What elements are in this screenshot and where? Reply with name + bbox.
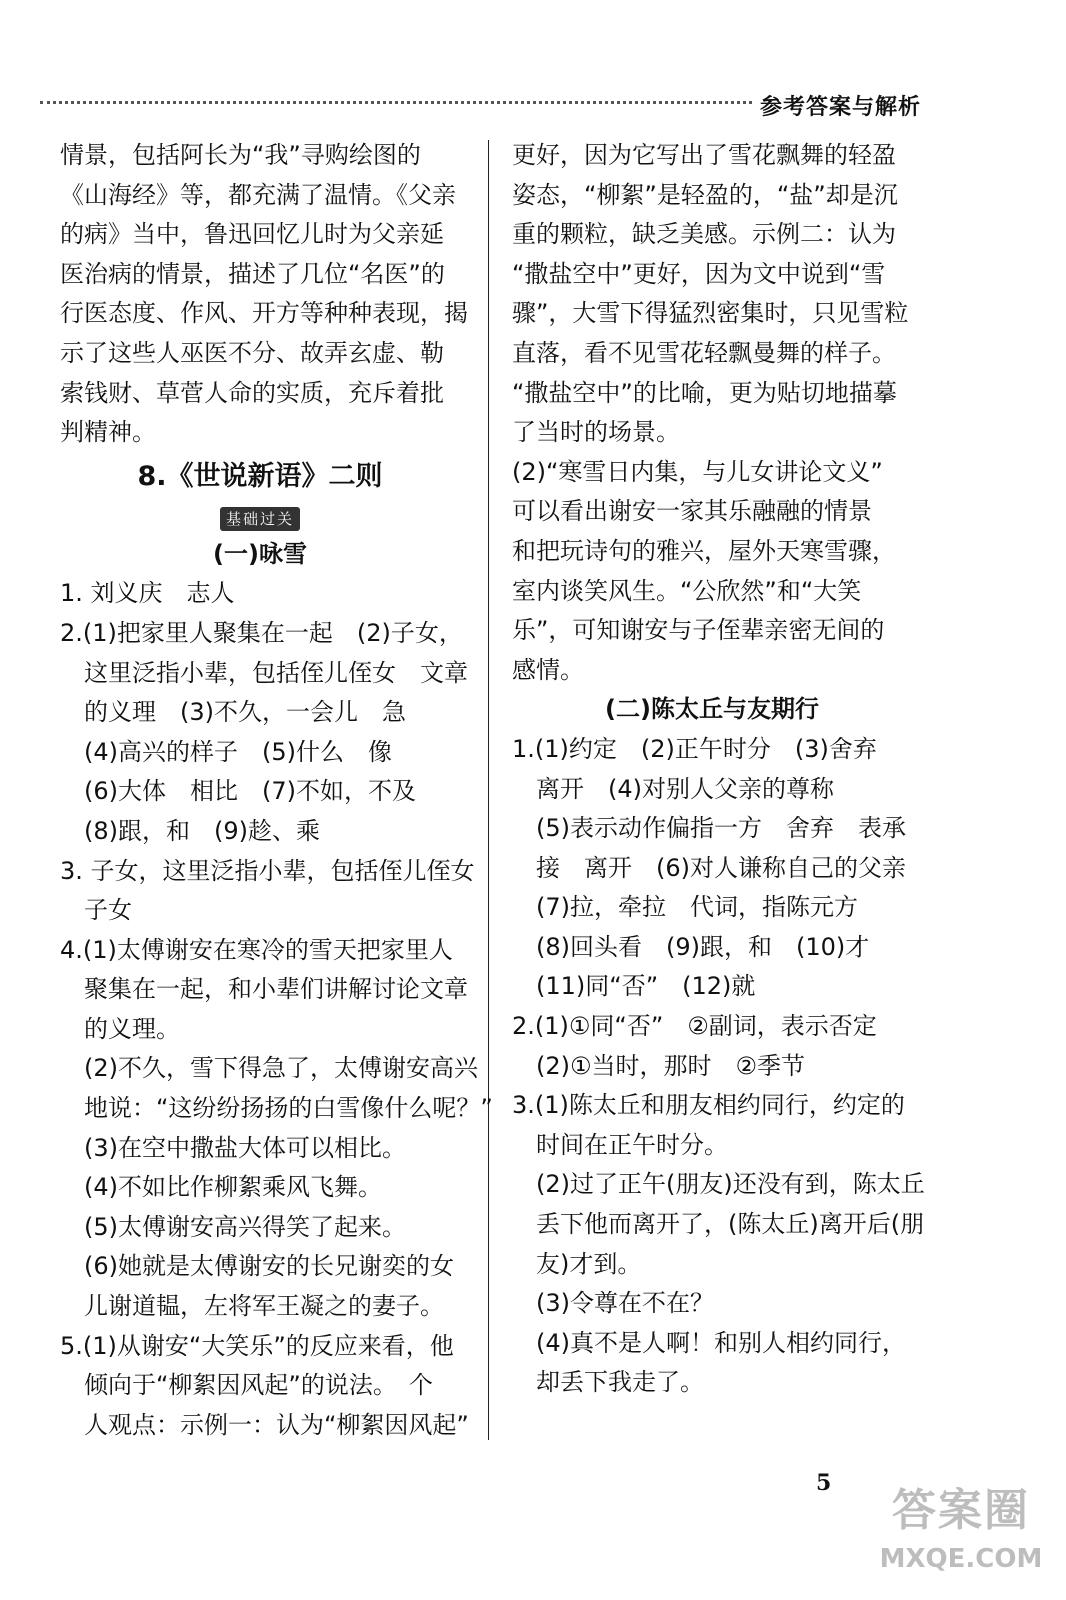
text-line: 医治病的情景，描述了几位“名医”的: [60, 259, 445, 288]
answer-line: 丢下他而离开了，(陈太丘)离开后(朋: [512, 1210, 925, 1239]
answers-block-yongxue: [60, 574, 493, 1445]
answer-line: 的义理。: [60, 1014, 180, 1043]
answer-line: (2)过了正午(朋友)还没有到，陈太丘: [512, 1170, 925, 1199]
text-line: 情景，包括阿长为“我”寻购绘图的: [60, 141, 421, 169]
text-line: 的病》当中，鲁迅回忆儿时为父亲延: [60, 220, 444, 249]
answer-line: (6)她就是太傅谢安的长兄谢奕的女: [60, 1252, 454, 1281]
subsection-title-chentaiqiu: (二)陈太丘与友期行: [605, 695, 819, 724]
answer-line: 骤”，大雪下得猛烈密集时，只见雪粒: [512, 299, 909, 328]
page-number: 5: [816, 1470, 832, 1496]
answer-line: (11)同“否” (12)就: [512, 972, 756, 1001]
answer-line: 重的颗粒，缺乏美感。示例二：认为: [512, 220, 896, 249]
answer-line: 却丢下我走了。: [512, 1368, 704, 1397]
answer-line: (5)太傅谢安高兴得笑了起来。: [60, 1212, 406, 1241]
column-divider: [488, 140, 489, 1440]
right-column: [512, 136, 925, 1403]
answer-line: 时间在正午时分。: [512, 1130, 728, 1159]
answer-line: (2)不久，雪下得急了，太傅谢安高兴: [60, 1054, 478, 1083]
answer-line: 可以看出谢安一家其乐融融的情景: [512, 497, 872, 526]
answers-block-continued: [512, 136, 912, 690]
answer-line: 友)才到。: [512, 1249, 642, 1278]
answer-line: (2)①当时，那时 ②季节: [512, 1051, 806, 1080]
answer-line: 离开 (4)对别人父亲的尊称: [512, 774, 834, 803]
answer-line: 乐”，可知谢安与子侄辈亲密无间的: [512, 616, 885, 645]
answer-line: 人观点：示例一：认为“柳絮因风起”: [60, 1410, 469, 1439]
answer-line: 子女: [60, 896, 132, 925]
answer-line: 3. 子女，这里泛指小辈，包括侄儿侄女: [60, 856, 475, 885]
answer-line: (8)回头看 (9)跟，和 (10)才: [512, 932, 870, 961]
answer-line: 儿谢道韫，左将军王凝之的妻子。: [60, 1292, 444, 1321]
left-column: [60, 136, 493, 1445]
answer-line: 这里泛指小辈，包括侄儿侄女 文章: [60, 658, 468, 687]
answer-line: 1.(1)约定 (2)正午时分 (3)舍弃: [512, 734, 877, 763]
answer-line: 1. 刘义庆 志人: [60, 579, 235, 608]
answer-line: (4)真不是人啊！和别人相约同行，: [512, 1328, 906, 1357]
answer-line: (3)令尊在不在？: [512, 1289, 714, 1318]
answer-line: 了当时的场景。: [512, 418, 680, 447]
answer-line: “撒盐空中”更好，因为文中说到“雪: [512, 259, 886, 288]
answer-line: (4)高兴的样子 (5)什么 像: [60, 737, 392, 766]
text-line: 行医态度、作风、开方等种种表现，揭: [60, 299, 468, 328]
answer-line: 倾向于“柳絮因风起”的说法。 个: [60, 1371, 433, 1400]
answer-line: 接 离开 (6)对人谦称自己的父亲: [512, 853, 906, 882]
badge-row: [60, 501, 460, 535]
answer-line: “撒盐空中”的比喻，更为贴切地描摹: [512, 378, 897, 407]
answer-line: (5)表示动作偏指一方 舍弃 表承: [512, 814, 906, 843]
answer-line: 姿态，“柳絮”是轻盈的，“盐”却是沉: [512, 180, 898, 209]
section-badge: 基础过关: [220, 507, 300, 531]
answer-line: 5.(1)从谢安“大笑乐”的反应来看，他: [60, 1331, 454, 1360]
answer-line: 4.(1)太傅谢安在寒冷的雪天把家里人: [60, 935, 453, 964]
intro-paragraph: [60, 136, 468, 453]
answer-line: 和把玩诗句的雅兴，屋外天寒雪骤，: [512, 536, 896, 565]
answer-line: 感情。: [512, 655, 584, 684]
answer-line: 地说：“这纷纷扬扬的白雪像什么呢？”: [60, 1094, 493, 1123]
answers-block-chentaiqiu: [512, 730, 925, 1403]
answer-line: (7)拉，牵拉 代词，指陈元方: [512, 893, 858, 922]
text-line: 《山海经》等，都充满了温情。《父亲: [60, 180, 456, 209]
text-line: 示了这些人巫医不分、故弄玄虚、勒: [60, 338, 444, 367]
watermark-text: 答案圈: [892, 1485, 1030, 1536]
answer-line: 室内谈笑风生。“公欣然”和“大笑: [512, 576, 862, 605]
watermark-url: MXQE.COM: [879, 1544, 1043, 1574]
answer-line: (4)不如比作柳絮乘风飞舞。: [60, 1173, 382, 1202]
answer-line: 2.(1)①同“否” ②副词，表示否定: [512, 1012, 877, 1041]
answer-line: 3.(1)陈太丘和朋友相约同行，约定的: [512, 1091, 905, 1120]
answer-line: 直落，看不见雪花轻飘曼舞的样子。: [512, 338, 896, 367]
answer-line: (2)“寒雪日内集，与儿女讲论文义”: [512, 457, 883, 486]
answer-line: (8)跟，和 (9)趁、乘: [60, 816, 320, 845]
section-title: 8.《世说新语》二则: [137, 460, 383, 492]
subsection-title-yongxue: (一)咏雪: [213, 539, 307, 568]
watermark-logo: [876, 1474, 1046, 1584]
header-title: 参考答案与解析: [760, 95, 922, 120]
answer-line: (6)大体 相比 (7)不如，不及: [60, 777, 416, 806]
answer-line: 聚集在一起，和小辈们讲解讨论文章: [60, 975, 468, 1004]
text-line: 判精神。: [60, 418, 156, 447]
answer-line: (3)在空中撒盐大体可以相比。: [60, 1133, 406, 1162]
answer-line: 2.(1)把家里人聚集在一起 (2)子女，: [60, 618, 463, 647]
header-dotted-rule: [40, 101, 752, 104]
answer-line: 的义理 (3)不久，一会儿 急: [60, 698, 406, 727]
answer-line: 更好，因为它写出了雪花飘舞的轻盈: [512, 141, 896, 169]
text-line: 索钱财、草菅人命的实质，充斥着批: [60, 378, 444, 407]
